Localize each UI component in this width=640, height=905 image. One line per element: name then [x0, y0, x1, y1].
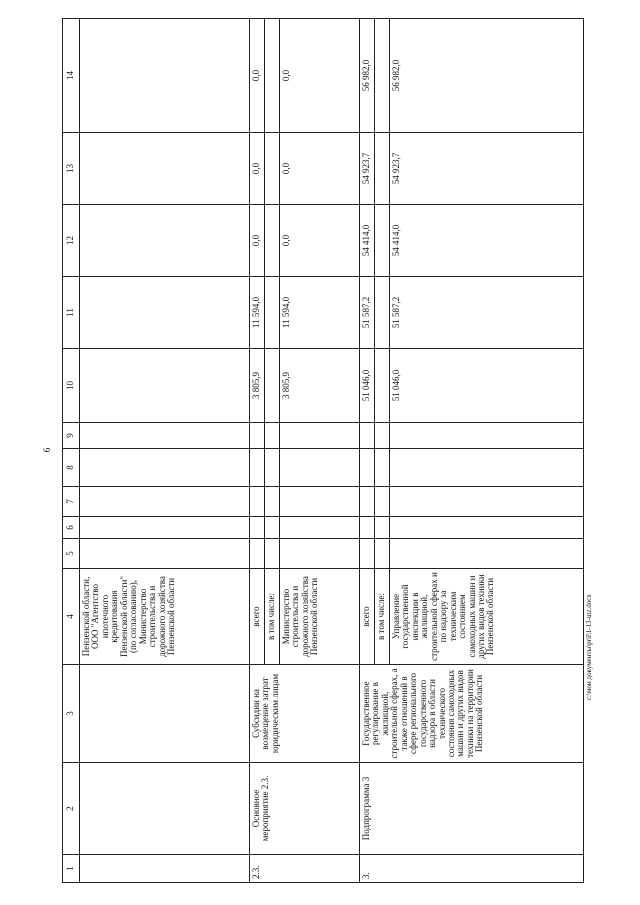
- name-cell: Государственное регулирование в жилищной, строительной сферах, а также отношений в сфере регионального государственного надзора в области технического состояния самоходных машин и других видов техники на территории Пензенской области: [360, 665, 584, 763]
- header-cell: 13: [63, 133, 80, 205]
- value-cell: 54 414,0: [390, 205, 584, 277]
- file-path-footer: c:\мои документы\pril\1-13-utz.docx: [585, 594, 593, 700]
- header-cell: 6: [63, 517, 80, 539]
- value-cell: 11 594,0: [250, 277, 265, 349]
- value-cell: 51 587,2: [360, 277, 375, 349]
- header-cell: 12: [63, 205, 80, 277]
- value-cell: 54 414,0: [360, 205, 375, 277]
- item-cell: Подпрограмма 3: [360, 763, 584, 855]
- incl-label: в том числе:: [265, 569, 280, 665]
- value-cell: 54 923,7: [390, 133, 584, 205]
- page-number: 6: [42, 447, 52, 453]
- executor-cell: Управление государственной инспекции в жилищной, строительной сферах и по надзору за техническим состоянием самоходных машин и других видов техники Пензенской области: [390, 569, 584, 665]
- header-cell: 11: [63, 277, 80, 349]
- value-cell: 11 594,0: [280, 277, 360, 349]
- program-table: [62, 18, 584, 883]
- header-cell: 5: [63, 539, 80, 569]
- header-cell: 9: [63, 423, 80, 449]
- value-cell: 0,0: [280, 205, 360, 277]
- table-row: [250, 19, 265, 883]
- value-cell: 0,0: [250, 133, 265, 205]
- rotated-table-wrapper: [62, 19, 584, 883]
- header-row: [63, 19, 80, 883]
- value-cell: 0,0: [250, 19, 265, 133]
- incl-label: в том числе:: [375, 569, 390, 665]
- value-cell: 56 982,0: [360, 19, 375, 133]
- row-number: 2.3.: [250, 855, 360, 883]
- value-cell: 3 805,9: [280, 349, 360, 423]
- value-cell: 0,0: [280, 19, 360, 133]
- value-cell: 56 982,0: [390, 19, 584, 133]
- header-cell: 10: [63, 349, 80, 423]
- value-cell: 0,0: [250, 205, 265, 277]
- name-cell: Субсидии на возмещение затрат юридическим лицам: [250, 665, 360, 763]
- executor-cell: Пензенской области, ООО "Агентство ипотечного кредитования Пензенской области" (по согласованию), Министерство строительства и дорожного хозяйства Пензенской области: [80, 569, 250, 665]
- header-cell: 3: [63, 665, 80, 763]
- header-cell: 14: [63, 19, 80, 133]
- total-label: всего: [250, 569, 265, 665]
- value-cell: 0,0: [280, 133, 360, 205]
- executor-cell: Министерство строительства и дорожного хозяйства Пензенской области: [280, 569, 360, 665]
- table-row: [80, 19, 250, 883]
- header-cell: 1: [63, 855, 80, 883]
- total-label: всего: [360, 569, 375, 665]
- header-cell: 4: [63, 569, 80, 665]
- value-cell: 51 587,2: [390, 277, 584, 349]
- value-cell: 51 046,0: [390, 349, 584, 423]
- table-row: [360, 19, 375, 883]
- value-cell: 51 046,0: [360, 349, 375, 423]
- header-cell: 7: [63, 487, 80, 517]
- value-cell: 3 805,9: [250, 349, 265, 423]
- value-cell: 54 923,7: [360, 133, 375, 205]
- row-number: 3.: [360, 855, 584, 883]
- header-cell: 2: [63, 763, 80, 855]
- item-cell: Основное мероприятие 2.3.: [250, 763, 360, 855]
- header-cell: 8: [63, 449, 80, 487]
